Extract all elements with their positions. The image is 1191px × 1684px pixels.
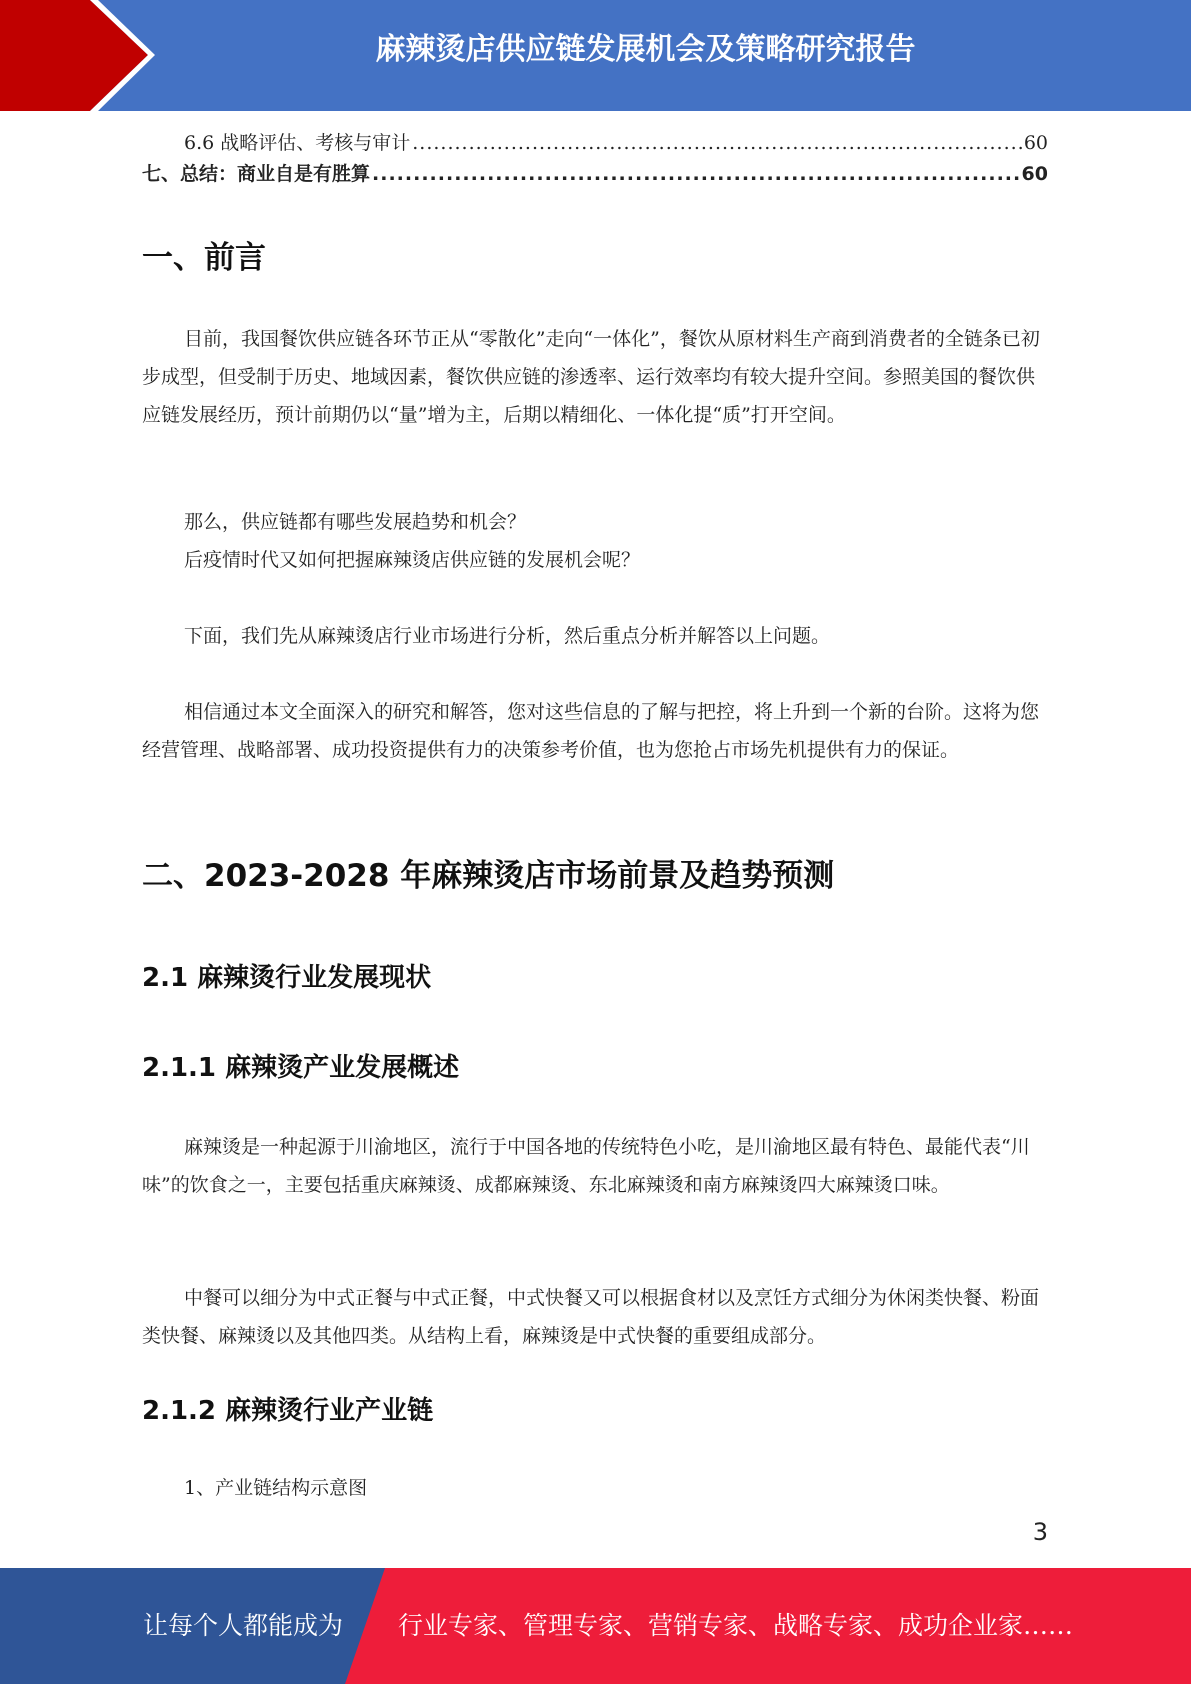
footer-slogan-left: 让每个人都能成为 [143, 1611, 344, 1640]
subsection-heading: 2.1.2 麻辣烫行业产业链 [142, 1396, 434, 1426]
toc-entry[interactable] [142, 159, 1048, 189]
paragraph-text: 麻辣烫是一种起源于川渝地区，流行于中国各地的传统特色小吃，是川渝地区最有特色、最能代表“川味”的饮食之一，主要包括重庆麻辣烫、成都麻辣烫、东北麻辣烫和南方麻辣烫四大麻辣烫口味。 [142, 1136, 1030, 1196]
footer-slogan-right: 行业专家、管理专家、营销专家、战略专家、成功企业家…… [398, 1611, 1074, 1640]
section-heading-chapter2: 二、2023-2028 年麻辣烫店市场前景及趋势预测 [142, 858, 835, 894]
paragraph [142, 320, 1048, 434]
paragraph-text: 下面，我们先从麻辣烫店行业市场进行分析，然后重点分析并解答以上问题。 [184, 625, 831, 647]
toc-leader-dots [412, 128, 1022, 158]
section-heading-preface: 一、前言 [142, 240, 266, 276]
toc-leader-dots [372, 159, 1020, 189]
paragraph-text: 相信通过本文全面深入的研究和解答，您对这些信息的了解与把控，将上升到一个新的台阶。这将为您经营管理、战略部署、成功投资提供有力的决策参考价值，也为您抢占市场先机提供有力的保证。 [142, 701, 1040, 761]
subsection-heading: 2.1.1 麻辣烫产业发展概述 [142, 1053, 460, 1083]
toc-entry-label: 6.6 战略评估、考核与审计 [184, 132, 411, 154]
page-number: 3 [1032, 1518, 1048, 1546]
question-line: 后疫情时代又如何把握麻辣烫店供应链的发展机会呢？ [184, 549, 641, 571]
toc-entry-page: 60 [1023, 132, 1048, 154]
paragraph-text: 中餐可以细分为中式正餐与中式正餐，中式快餐又可以根据食材以及烹饪方式细分为休闲类快餐、粉面类快餐、麻辣烫以及其他四类。从结构上看，麻辣烫是中式快餐的重要组成部分。 [142, 1287, 1040, 1347]
toc-entry-page: 60 [1021, 163, 1048, 185]
page-footer [0, 1568, 1191, 1684]
paragraph [142, 1128, 1048, 1204]
header-arrow-graphic [0, 0, 160, 111]
toc-entry[interactable] [142, 128, 1048, 158]
page-header [0, 0, 1191, 111]
report-title: 麻辣烫店供应链发展机会及策略研究报告 [375, 32, 916, 67]
toc-entry-label: 七、总结：商业自是有胜算 [142, 163, 371, 185]
paragraph-text: 目前，我国餐饮供应链各环节正从“零散化”走向“一体化”，餐饮从原材料生产商到消费者的全链条已初步成型，但受制于历史、地域因素，餐饮供应链的渗透率、运行效率均有较大提升空间。参照美国的餐饮供应链发展经历，预计前期仍以“量”增为主，后期以精细化、一体化提“质”打开空间。 [142, 328, 1040, 426]
list-item: 1、产业链结构示意图 [184, 1477, 368, 1499]
paragraph [142, 1279, 1048, 1355]
paragraph [142, 693, 1048, 769]
question-line: 那么，供应链都有哪些发展趋势和机会？ [184, 511, 527, 533]
subsection-heading: 2.1 麻辣烫行业发展现状 [142, 963, 432, 993]
